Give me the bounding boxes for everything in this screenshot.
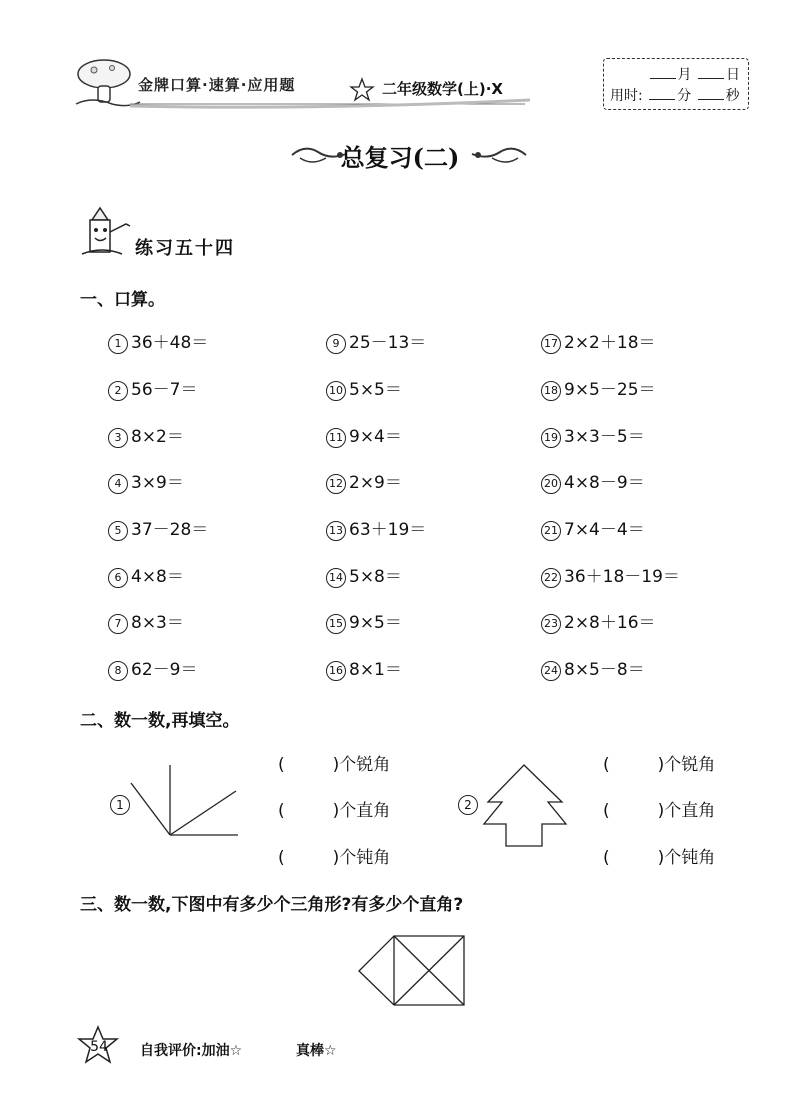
mental-math-problem[interactable] (326, 328, 426, 354)
problem-expression: 2×9＝ (349, 473, 402, 493)
fig1-acute-answer[interactable]: ( )个锐角 (278, 755, 391, 775)
fig2-right-answer[interactable]: ( )个直角 (603, 801, 716, 821)
problem-expression: 8×1＝ (349, 660, 402, 680)
problem-number: 23 (541, 614, 561, 634)
problem-expression: 8×2＝ (131, 427, 184, 447)
date-time-box (603, 58, 749, 110)
problem-number: 22 (541, 568, 561, 588)
problem-number: 9 (326, 334, 346, 354)
mental-math-problem[interactable] (326, 608, 402, 634)
problem-number: 2 (108, 381, 128, 401)
fig2-acute-answer[interactable]: ( )个锐角 (603, 755, 716, 775)
mental-math-problem[interactable] (541, 422, 645, 448)
mental-math-problem[interactable] (326, 515, 426, 541)
mental-math-problem[interactable] (541, 608, 656, 634)
problem-expression: 36＋18－19＝ (564, 567, 680, 587)
problem-expression: 3×3－5＝ (564, 427, 645, 447)
problem-number: 15 (326, 614, 346, 634)
mental-math-problem[interactable] (541, 375, 656, 401)
section1-heading: 一、口算。 (80, 290, 165, 310)
mental-math-problem[interactable] (326, 562, 402, 588)
problem-expression: 36＋48＝ (131, 333, 209, 353)
problem-number: 24 (541, 661, 561, 681)
problem-expression: 2×2＋18＝ (564, 333, 656, 353)
month-blank[interactable] (650, 66, 676, 79)
problem-expression: 3×9＝ (131, 473, 184, 493)
problem-number: 17 (541, 334, 561, 354)
problem-expression: 4×8－9＝ (564, 473, 645, 493)
page-number: 54 (90, 1039, 108, 1055)
mental-math-problem[interactable] (108, 655, 197, 681)
section2-heading: 二、数一数,再填空。 (80, 711, 240, 731)
second-blank[interactable] (698, 87, 724, 100)
problem-expression: 2×8＋16＝ (564, 613, 656, 633)
problem-number: 5 (108, 521, 128, 541)
problem-number: 6 (108, 568, 128, 588)
mental-math-problem[interactable] (541, 515, 645, 541)
section3-heading: 三、数一数,下图中有多少个三角形?有多少个直角? (80, 895, 464, 915)
mental-math-problem[interactable] (541, 468, 645, 494)
mental-math-problem[interactable] (108, 375, 197, 401)
problem-expression: 5×8＝ (349, 567, 402, 587)
problem-number: 20 (541, 474, 561, 494)
problem-expression: 8×5－8＝ (564, 660, 645, 680)
title-ornament-right (468, 142, 528, 168)
figure2-label: 2 (458, 795, 478, 815)
problem-number: 11 (326, 428, 346, 448)
minute-blank[interactable] (649, 87, 675, 100)
mental-math-problem[interactable] (326, 655, 402, 681)
figure1-angle-rays (128, 763, 248, 843)
mental-math-problem[interactable] (108, 422, 184, 448)
figure2-tree-shape (482, 762, 572, 848)
mental-math-problem[interactable] (108, 328, 208, 354)
pencil-mascot-icon (78, 206, 134, 258)
mental-math-problem[interactable] (108, 468, 184, 494)
problem-expression: 9×5＝ (349, 613, 402, 633)
problem-expression: 25－13＝ (349, 333, 427, 353)
problem-number: 8 (108, 661, 128, 681)
mental-math-problem[interactable] (541, 562, 680, 588)
problem-number: 19 (541, 428, 561, 448)
time-label: 用时: (610, 88, 643, 104)
figure1-label: 1 (110, 795, 130, 815)
problem-expression: 9×4＝ (349, 427, 402, 447)
day-label: 日 (726, 67, 740, 83)
mental-math-problem[interactable] (326, 468, 402, 494)
minute-label: 分 (677, 88, 692, 104)
mental-math-problem[interactable] (108, 515, 208, 541)
problem-number: 16 (326, 661, 346, 681)
problem-expression: 62－9＝ (131, 660, 198, 680)
triangle-count-figure (358, 935, 468, 1007)
page-title: 总复习(二) (340, 143, 460, 172)
star-icon (350, 78, 374, 102)
problem-number: 13 (326, 521, 346, 541)
mental-math-problem[interactable] (326, 375, 402, 401)
exercise-label: 练习五十四 (135, 238, 235, 259)
problem-expression: 9×5－25＝ (564, 380, 656, 400)
header-grade: 二年级数学(上)·X (382, 80, 503, 98)
problem-number: 12 (326, 474, 346, 494)
mental-math-problem[interactable] (541, 328, 656, 354)
problem-number: 21 (541, 521, 561, 541)
fig1-obtuse-answer[interactable]: ( )个钝角 (278, 848, 391, 868)
problem-expression: 37－28＝ (131, 520, 209, 540)
great-label: 真棒☆ (296, 1043, 337, 1059)
self-evaluation-label: 自我评价:加油☆ (140, 1043, 243, 1059)
problem-expression: 8×3＝ (131, 613, 184, 633)
header-series-title: 金牌口算·速算·应用题 (138, 76, 296, 94)
mental-math-problem[interactable] (108, 562, 184, 588)
fig2-obtuse-answer[interactable]: ( )个钝角 (603, 848, 716, 868)
problem-expression: 5×5＝ (349, 380, 402, 400)
problem-number: 14 (326, 568, 346, 588)
problem-number: 10 (326, 381, 346, 401)
problem-expression: 4×8＝ (131, 567, 184, 587)
problem-number: 18 (541, 381, 561, 401)
fig1-right-answer[interactable]: ( )个直角 (278, 801, 391, 821)
problem-expression: 7×4－4＝ (564, 520, 645, 540)
mental-math-problem[interactable] (541, 655, 645, 681)
month-label: 月 (677, 67, 692, 83)
second-label: 秒 (725, 88, 740, 104)
problem-number: 3 (108, 428, 128, 448)
day-blank[interactable] (698, 66, 724, 79)
problem-number: 7 (108, 614, 128, 634)
problem-number: 1 (108, 334, 128, 354)
problem-expression: 56－7＝ (131, 380, 198, 400)
mental-math-problem[interactable] (108, 608, 184, 634)
problem-number: 4 (108, 474, 128, 494)
problem-expression: 63＋19＝ (349, 520, 427, 540)
mental-math-problem[interactable] (326, 422, 402, 448)
